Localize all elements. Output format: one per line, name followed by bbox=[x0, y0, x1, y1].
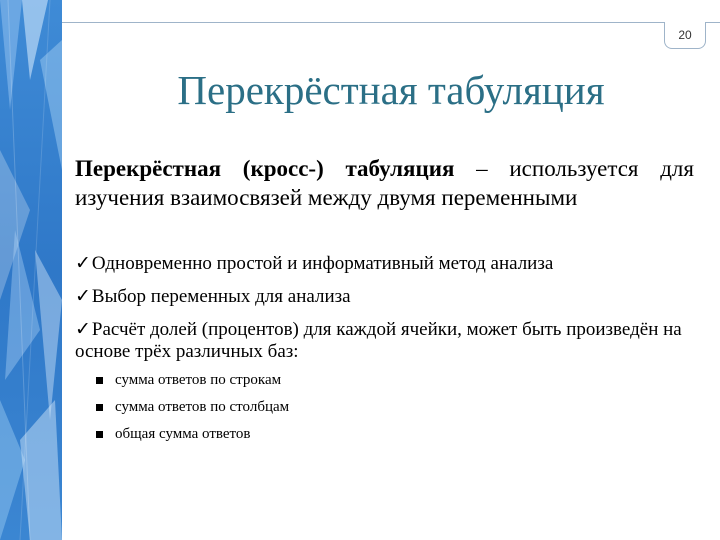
checkmark-icon: ✓ bbox=[75, 285, 91, 307]
check-item bbox=[75, 252, 700, 275]
check-list bbox=[75, 252, 700, 373]
intro-rest: – используется для изучения взаимосвязей между двумя переменными bbox=[75, 156, 694, 210]
slide-title: Перекрёстная табуляция bbox=[177, 67, 605, 113]
sub-item-text: сумма ответов по столбцам bbox=[115, 399, 290, 415]
sub-list bbox=[96, 372, 596, 453]
square-bullet-icon bbox=[96, 377, 103, 384]
header-rule bbox=[62, 22, 720, 23]
intro-paragraph bbox=[75, 154, 694, 212]
intro-bold-term: Перекрёстная (кросс-) табуляция bbox=[75, 156, 455, 181]
checkmark-icon: ✓ bbox=[75, 318, 91, 340]
checkmark-icon: ✓ bbox=[75, 252, 91, 274]
sub-item bbox=[96, 399, 596, 416]
slide-number: 20 bbox=[664, 22, 706, 49]
check-item-text: Выбор переменных для анализа bbox=[91, 286, 351, 307]
check-item-text: Расчёт долей (процентов) для каждой ячейки, может быть произведён на основе трёх различных баз: bbox=[75, 319, 682, 362]
check-item bbox=[75, 318, 700, 363]
sub-item-text: сумма ответов по строкам bbox=[115, 372, 282, 388]
check-item bbox=[75, 285, 700, 308]
sub-item bbox=[96, 372, 596, 389]
decorative-sidebar bbox=[0, 0, 62, 540]
sub-item-text: общая сумма ответов bbox=[115, 426, 251, 442]
check-item-text: Одновременно простой и информативный метод анализа bbox=[91, 253, 554, 274]
square-bullet-icon bbox=[96, 404, 103, 411]
sub-item bbox=[96, 426, 596, 443]
square-bullet-icon bbox=[96, 431, 103, 438]
